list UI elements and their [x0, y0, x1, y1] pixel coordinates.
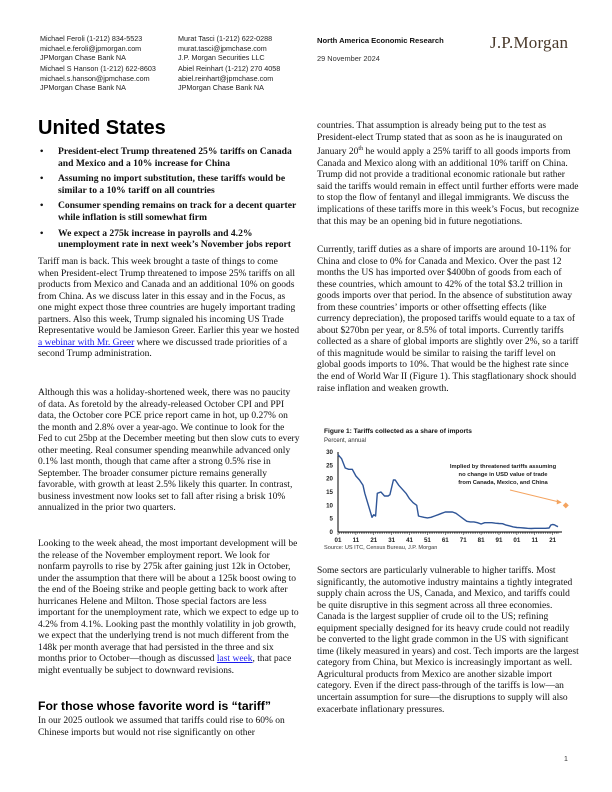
key-point-text: We expect a 275k increase in payrolls and 4.2% unemployment rate in next week’s November jobs report: [58, 227, 291, 251]
body-paragraph: In our 2025 outlook we assumed that tariffs could rise to 60% on Chinese imports but would not rise significantly on other: [38, 716, 285, 738]
annotation-text: from Canada, Mexico, and China: [458, 480, 548, 486]
tariff-line-chart: [318, 444, 588, 546]
bullet-icon: •: [40, 227, 44, 239]
webinar-link[interactable]: a webinar with Mr. Greer: [38, 337, 135, 348]
x-tick-label: 41: [406, 537, 413, 544]
section-heading: For those whose favorite word is “tariff”: [38, 699, 271, 713]
key-point-text: President-elect Trump threatened 25% tariffs on Canada and Mexico and a 10% increase for China: [58, 146, 292, 169]
body-paragraph: Some sectors are particularly vulnerable to higher tariffs. Most significantly, the automotive industry maintains a tightly integrated supply chain across the US, Canada, and Mexico, and tariffs could be quite disruptive in this segment across all three economies. Canada is the largest supplier of crude oil to the US; refining equipment specially designed for its heavy crude could not readily be converted to the light grade common in the US with significant time (likely measured in years) and cost. Tech imports are the largest category from China, but Mexico is increasingly important as well. Agricultural products from Mexico are another sizable import category. Even if the direct pass-through of the tariffs is low—an uncertain assumption for sure—the disruptions to supply will also exacerbate inflationary pressures.: [317, 566, 579, 715]
figure-title: Figure 1: Tariffs collected as a share of imports: [324, 428, 472, 435]
contact-email[interactable]: abiel.reinhart@jpmchase.com: [178, 73, 274, 83]
implied-tariff-marker: [563, 502, 569, 508]
paragraph-text: Tariff man is back. This week brought a taste of things to come when President-elect Trump threatened to impose 25% tariffs on all products from Mexico and Canada and an additional 10% on goods from China. As we discuss later in this essay and in the Focus, as one might expect those three countries are hugely important trading partners. Also this week, Trump signaled his incoming US Trade Representative would be Jamieson Greer. Earlier this year we hosted: [38, 257, 300, 337]
x-axis: [335, 532, 562, 544]
last-week-link[interactable]: last week: [216, 654, 253, 665]
contact-entity: J.P. Morgan Securities LLC: [178, 53, 265, 63]
y-tick-label: 25: [326, 462, 333, 470]
annotation-arrow: [510, 490, 561, 502]
x-tick-label: 21: [549, 537, 557, 544]
figure-source: Source: US ITC, Census Bureau, J.P. Morgan: [324, 545, 438, 551]
x-tick-label: 21: [370, 537, 378, 544]
annotation-text: Implied by threatened tariffs assuming: [449, 464, 557, 470]
paragraph-text: Looking to the week ahead, the most important development will be the release of the November employment report. We look for nonfarm payrolls to rise by 275k after gaining just 12k in October, under the assumption that there will be about a 125k boost owing to the end of the Boeing strike and people getting back to work after hurricanes Helene and Milton. Those special factors are less important for the unemployment rate, which we expect to edge up to 4.2% from 4.1%. Looking past the monthly volatility in job growth, we expect that the underlying trend is not much different from the 148k per month average that had persisted in the three and six months prior to October—though as discussed: [38, 539, 299, 665]
x-tick-label: 31: [388, 537, 396, 544]
contact-name-phone: Michael Feroli (1-212) 834-5523: [40, 34, 143, 43]
page-title: United States: [38, 117, 166, 139]
x-tick-label: 91: [495, 537, 503, 544]
annotation-text: no change in USD value of trade: [458, 472, 548, 478]
y-tick-label: 5: [329, 515, 333, 523]
y-tick-label: 30: [326, 449, 333, 456]
contact-card: [178, 34, 272, 63]
y-tick-label: 20: [326, 475, 333, 483]
jpmorgan-logo: J.P.Morgan: [490, 33, 569, 52]
contact-entity: JPMorgan Chase Bank NA: [178, 83, 264, 93]
contact-entity: JPMorgan Chase Bank NA: [40, 83, 126, 93]
page-number: 1: [564, 756, 568, 763]
superscript: th: [358, 146, 364, 153]
y-axis: [326, 449, 338, 536]
body-paragraph: [38, 539, 300, 678]
report-header: [317, 36, 444, 63]
key-point-text: Assuming no import substitution, these tariffs would be similar to a 10% tariff on all countries: [58, 173, 286, 196]
report-date: 29 November 2024: [317, 54, 380, 63]
annotation-arrowhead: [557, 499, 562, 504]
body-paragraph: Currently, tariff duties as a share of imports are around 10-11% for China and close to 0% for Canada and Mexico. Over the past 12 months the US has imported over $400bn of goods from each of these countries, which amount to 42% of the total $3.2 trillion in goods imports over that period. In the absence of substitution away from these countries’ imports or other offsetting effects (like currency depreciation), the proposed tariffs would equate to a tax of about $270bn per year, or 8.5% of total imports. Currently tariffs collected as a share of global imports are slightly over 2%, so a tariff of this magnitude would be similar to raising the tariff level on global goods imports to 10%. That would be the highest rate since the end of World War II (Figure 1). This stagflationary shock should raise inflation and weaken growth.: [317, 245, 579, 394]
paragraph-text: countries. That assumption is already being put to the test as President-elect Trump stated that as soon as he is inaugurated on January 20: [317, 121, 563, 158]
contact-email[interactable]: murat.tasci@jpmchase.com: [178, 43, 267, 53]
contact-email[interactable]: michael.s.hanson@jpmchase.com: [40, 73, 150, 83]
key-points-list: [38, 146, 300, 255]
figure-subtitle: Percent, annual: [324, 438, 367, 444]
paragraph-text: , that pace might eventually be subject to downward revisions.: [38, 654, 292, 677]
body-paragraph: [317, 121, 579, 228]
x-tick-label: 01: [513, 537, 521, 544]
x-tick-label: 11: [531, 537, 539, 544]
bullet-icon: •: [40, 200, 44, 212]
body-paragraph: Although this was a holiday-shortened week, there was no paucity of data. As foretold by the already-released October CPI and PPI data, the October core PCE price report came in hot, up 0.27% on the month and 2.8% over a year-ago. We continue to look for the Fed to cut 25bp at the December meeting but then slow cuts to every other meeting. Real consumer spending meanwhile advanced only 0.1% last month, though that came after a strong 0.5% rise in September. The broader consumer picture remains generally favorable, with growth at least 2.5% likely this quarter. In contrast, business investment now looks set to fall after rising a brisk 10% annualized in the prior two quarters.: [38, 388, 300, 514]
key-point-text: Consumer spending remains on track for a decent quarter while inflation is still somewhat firm: [58, 200, 297, 223]
x-tick-label: 51: [423, 537, 431, 544]
report-series-title: North America Economic Research: [317, 36, 444, 45]
bullet-icon: •: [40, 173, 44, 185]
x-tick-label: 71: [459, 537, 467, 544]
contact-name-phone: Michael S Hanson (1-212) 622-8603: [40, 64, 156, 73]
paragraph-text: where we discussed trade priorities of a second Trump administration.: [38, 337, 288, 360]
contact-name-phone: Murat Tasci (1-212) 622-0288: [178, 34, 273, 43]
key-point: [38, 200, 300, 223]
contact-card: [40, 34, 142, 63]
contact-email[interactable]: michael.e.feroli@jpmorgan.com: [40, 43, 142, 53]
y-tick-label: 15: [326, 489, 333, 496]
contact-card: [178, 64, 280, 93]
y-tick-label: 10: [326, 502, 333, 510]
key-point: [38, 228, 300, 251]
annotation-group: [450, 464, 562, 504]
contact-entity: JPMorgan Chase Bank NA: [40, 53, 126, 63]
y-tick-label: 0: [329, 529, 333, 536]
contact-name-phone: Abiel Reinhart (1-212) 270 4058: [178, 64, 281, 73]
paragraph-text: he would apply a 25% tariff to all goods imports from Canada and Mexico along with an additional 10% tariff on China. Trump did not provide a traditional economic rationale but rather said the tariffs would remain in effect until further efforts were made to stop the flow of fentanyl and illegal immigrants. We discuss the implications of these tariffs more in this week’s Focus, but recognize that this may be an opening bid in future negotiations.: [317, 147, 579, 227]
key-point: [38, 173, 300, 196]
key-point: [38, 146, 300, 169]
bullet-icon: •: [40, 146, 44, 157]
x-tick-label: 81: [477, 537, 485, 544]
contact-card: [40, 64, 156, 93]
x-tick-label: 61: [441, 537, 449, 544]
x-tick-label: 01: [334, 537, 342, 544]
body-paragraph: [38, 257, 300, 361]
x-tick-label: 11: [352, 537, 360, 544]
